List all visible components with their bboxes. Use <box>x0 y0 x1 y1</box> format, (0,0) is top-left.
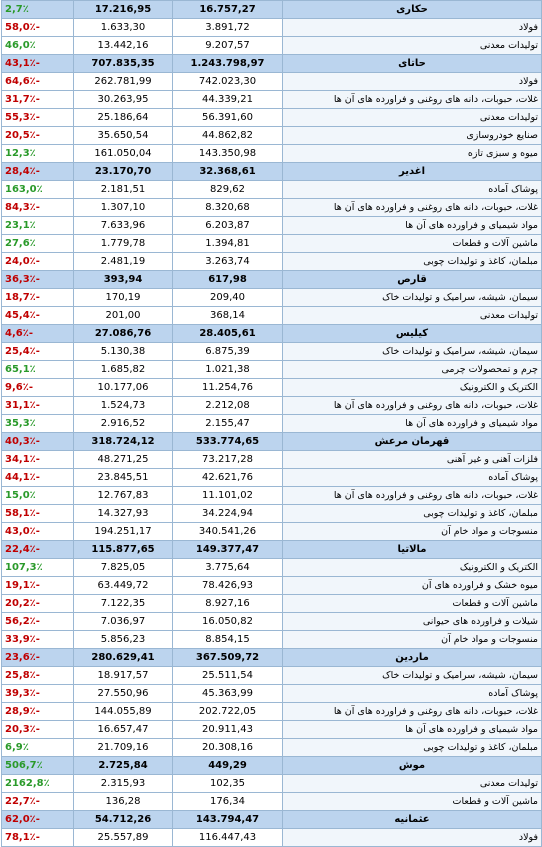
product-name-cell: میوه خشک و فراورده های آن <box>283 577 542 595</box>
product-row <box>2 19 542 37</box>
percent-change-cell: 15,0٪ <box>2 487 74 505</box>
value-1-cell: 48.271,25 <box>74 451 173 469</box>
percent-change-cell: 2162,8٪ <box>2 775 74 793</box>
percent-change-cell: 58,1٪- <box>2 505 74 523</box>
value-2-cell: 368,14 <box>173 307 283 325</box>
product-name-cell: صنایع خودروسازی <box>283 127 542 145</box>
value-2-cell: 45.363,99 <box>173 685 283 703</box>
province-name-cell: اغدیر <box>283 163 542 181</box>
value-1-cell: 14.327,93 <box>74 505 173 523</box>
province-name-cell: موش <box>283 757 542 775</box>
percent-change-cell: 64,6٪- <box>2 73 74 91</box>
percent-change-cell: 18,7٪- <box>2 289 74 307</box>
percent-change-cell: 163,0٪ <box>2 181 74 199</box>
value-1-cell: 7.633,96 <box>74 217 173 235</box>
product-row <box>2 361 542 379</box>
product-name-cell: سیمان، شیشه، سرامیک و تولیدات خاک <box>283 343 542 361</box>
product-name-cell: ماشین آلات و قطعات <box>283 235 542 253</box>
province-name-cell: مالاتیا <box>283 541 542 559</box>
province-header-row <box>2 271 542 289</box>
product-name-cell: شیلات و فراورده های حیوانی <box>283 613 542 631</box>
value-2-cell: 11.254,76 <box>173 379 283 397</box>
product-name-cell: میوه و سبزی تازه <box>283 145 542 163</box>
percent-change-cell: 84,3٪- <box>2 199 74 217</box>
percent-change-cell: 45,4٪- <box>2 307 74 325</box>
value-1-cell: 17.216,95 <box>74 1 173 19</box>
value-1-cell: 280.629,41 <box>74 649 173 667</box>
value-2-cell: 6.203,87 <box>173 217 283 235</box>
trade-table <box>1 0 542 847</box>
value-2-cell: 32.368,61 <box>173 163 283 181</box>
trade-table-body <box>2 1 542 847</box>
province-name-cell: حکاری <box>283 1 542 19</box>
percent-change-cell: 55,3٪- <box>2 109 74 127</box>
value-2-cell: 742.023,30 <box>173 73 283 91</box>
percent-change-cell: 28,9٪- <box>2 703 74 721</box>
province-name-cell: کیلیس <box>283 325 542 343</box>
product-row <box>2 505 542 523</box>
product-name-cell: پوشاک آماده <box>283 469 542 487</box>
product-name-cell: غلات، حبوبات، دانه های روغنی و فراورده های آن ها <box>283 91 542 109</box>
value-1-cell: 2.481,19 <box>74 253 173 271</box>
value-1-cell: 54.712,26 <box>74 811 173 829</box>
product-name-cell: تولیدات معدنی <box>283 307 542 325</box>
product-name-cell: مواد شیمیای و فراورده های آن ها <box>283 415 542 433</box>
value-2-cell: 20.911,43 <box>173 721 283 739</box>
product-row <box>2 523 542 541</box>
percent-change-cell: 2,7٪ <box>2 1 74 19</box>
product-name-cell: پوشاک آماده <box>283 181 542 199</box>
percent-change-cell: 62,0٪- <box>2 811 74 829</box>
product-name-cell: غلات، حبوبات، دانه های روغنی و فراورده های آن ها <box>283 397 542 415</box>
value-1-cell: 7.036,97 <box>74 613 173 631</box>
value-2-cell: 1.394,81 <box>173 235 283 253</box>
product-row <box>2 217 542 235</box>
product-row <box>2 415 542 433</box>
value-2-cell: 56.391,60 <box>173 109 283 127</box>
value-2-cell: 102,35 <box>173 775 283 793</box>
value-1-cell: 5.856,23 <box>74 631 173 649</box>
percent-change-cell: 20,5٪- <box>2 127 74 145</box>
product-row <box>2 577 542 595</box>
value-1-cell: 2.916,52 <box>74 415 173 433</box>
value-1-cell: 18.917,57 <box>74 667 173 685</box>
product-row <box>2 667 542 685</box>
percent-change-cell: 6,9٪ <box>2 739 74 757</box>
percent-change-cell: 78,1٪- <box>2 829 74 847</box>
product-row <box>2 685 542 703</box>
product-name-cell: فولاد <box>283 73 542 91</box>
value-1-cell: 194.251,17 <box>74 523 173 541</box>
value-1-cell: 1.307,10 <box>74 199 173 217</box>
value-1-cell: 144.055,89 <box>74 703 173 721</box>
percent-change-cell: 56,2٪- <box>2 613 74 631</box>
value-2-cell: 1.243.798,97 <box>173 55 283 73</box>
province-header-row <box>2 757 542 775</box>
product-row <box>2 253 542 271</box>
product-name-cell: فولاد <box>283 829 542 847</box>
value-2-cell: 25.511,54 <box>173 667 283 685</box>
province-name-cell: قارص <box>283 271 542 289</box>
value-1-cell: 12.767,83 <box>74 487 173 505</box>
value-2-cell: 42.621,76 <box>173 469 283 487</box>
product-name-cell: سیمان، شیشه، سرامیک و تولیدات خاک <box>283 289 542 307</box>
percent-change-cell: 34,1٪- <box>2 451 74 469</box>
percent-change-cell: 31,7٪- <box>2 91 74 109</box>
value-1-cell: 1.685,82 <box>74 361 173 379</box>
value-2-cell: 34.224,94 <box>173 505 283 523</box>
value-1-cell: 136,28 <box>74 793 173 811</box>
value-1-cell: 27.086,76 <box>74 325 173 343</box>
product-name-cell: تولیدات معدنی <box>283 37 542 55</box>
product-name-cell: منسوجات و مواد خام آن <box>283 523 542 541</box>
value-2-cell: 6.875,39 <box>173 343 283 361</box>
value-1-cell: 27.550,96 <box>74 685 173 703</box>
product-row <box>2 91 542 109</box>
product-name-cell: فولاد <box>283 19 542 37</box>
value-2-cell: 340.541,26 <box>173 523 283 541</box>
value-1-cell: 5.130,38 <box>74 343 173 361</box>
product-row <box>2 631 542 649</box>
value-2-cell: 3.891,72 <box>173 19 283 37</box>
value-1-cell: 35.650,54 <box>74 127 173 145</box>
value-1-cell: 21.709,16 <box>74 739 173 757</box>
percent-change-cell: 27,6٪ <box>2 235 74 253</box>
value-1-cell: 13.442,16 <box>74 37 173 55</box>
trade-table-container <box>1 0 541 847</box>
percent-change-cell: 25,4٪- <box>2 343 74 361</box>
province-header-row <box>2 1 542 19</box>
province-header-row <box>2 433 542 451</box>
product-row <box>2 235 542 253</box>
value-2-cell: 16.050,82 <box>173 613 283 631</box>
product-name-cell: تولیدات معدنی <box>283 775 542 793</box>
value-2-cell: 20.308,16 <box>173 739 283 757</box>
value-2-cell: 3.775,64 <box>173 559 283 577</box>
value-1-cell: 30.263,95 <box>74 91 173 109</box>
percent-change-cell: 506,7٪ <box>2 757 74 775</box>
province-header-row <box>2 325 542 343</box>
percent-change-cell: 35,3٪ <box>2 415 74 433</box>
value-2-cell: 143.794,47 <box>173 811 283 829</box>
value-2-cell: 2.155,47 <box>173 415 283 433</box>
product-name-cell: مواد شیمیای و فراورده های آن ها <box>283 217 542 235</box>
value-2-cell: 44.862,82 <box>173 127 283 145</box>
value-2-cell: 143.350,98 <box>173 145 283 163</box>
product-row <box>2 613 542 631</box>
value-1-cell: 1.633,30 <box>74 19 173 37</box>
value-1-cell: 16.657,47 <box>74 721 173 739</box>
value-1-cell: 1.524,73 <box>74 397 173 415</box>
province-name-cell: عثمانیه <box>283 811 542 829</box>
percent-change-cell: 24,0٪- <box>2 253 74 271</box>
percent-change-cell: 43,1٪- <box>2 55 74 73</box>
value-1-cell: 161.050,04 <box>74 145 173 163</box>
value-2-cell: 829,62 <box>173 181 283 199</box>
product-row <box>2 379 542 397</box>
value-1-cell: 2.181,51 <box>74 181 173 199</box>
value-2-cell: 533.774,65 <box>173 433 283 451</box>
product-name-cell: الکتریک و الکترونیک <box>283 559 542 577</box>
product-row <box>2 37 542 55</box>
product-name-cell: مواد شیمیای و فراورده های آن ها <box>283 721 542 739</box>
product-name-cell: ماشین آلات و قطعات <box>283 793 542 811</box>
value-2-cell: 11.101,02 <box>173 487 283 505</box>
province-header-row <box>2 541 542 559</box>
percent-change-cell: 28,4٪- <box>2 163 74 181</box>
value-1-cell: 10.177,06 <box>74 379 173 397</box>
value-1-cell: 7.825,05 <box>74 559 173 577</box>
product-row <box>2 739 542 757</box>
value-1-cell: 63.449,72 <box>74 577 173 595</box>
product-row <box>2 829 542 847</box>
value-2-cell: 8.854,15 <box>173 631 283 649</box>
value-1-cell: 25.186,64 <box>74 109 173 127</box>
value-2-cell: 16.757,27 <box>173 1 283 19</box>
value-2-cell: 78.426,93 <box>173 577 283 595</box>
product-row <box>2 307 542 325</box>
percent-change-cell: 33,9٪- <box>2 631 74 649</box>
province-header-row <box>2 163 542 181</box>
value-1-cell: 23.170,70 <box>74 163 173 181</box>
value-2-cell: 209,40 <box>173 289 283 307</box>
value-1-cell: 170,19 <box>74 289 173 307</box>
product-name-cell: مبلمان، کاغذ و تولیدات چوبی <box>283 253 542 271</box>
product-row <box>2 145 542 163</box>
value-2-cell: 449,29 <box>173 757 283 775</box>
product-name-cell: غلات، حبوبات، دانه های روغنی و فراورده های آن ها <box>283 703 542 721</box>
percent-change-cell: 31,1٪- <box>2 397 74 415</box>
product-row <box>2 595 542 613</box>
value-1-cell: 2.315,93 <box>74 775 173 793</box>
product-row <box>2 451 542 469</box>
value-1-cell: 7.122,35 <box>74 595 173 613</box>
product-name-cell: غلات، حبوبات، دانه های روغنی و فراورده های آن ها <box>283 199 542 217</box>
percent-change-cell: 58,0٪- <box>2 19 74 37</box>
percent-change-cell: 40,3٪- <box>2 433 74 451</box>
product-row <box>2 487 542 505</box>
province-name-cell: قهرمان مرعش <box>283 433 542 451</box>
percent-change-cell: 23,1٪ <box>2 217 74 235</box>
product-name-cell: تولیدات معدنی <box>283 109 542 127</box>
product-row <box>2 127 542 145</box>
province-header-row <box>2 811 542 829</box>
value-2-cell: 116.447,43 <box>173 829 283 847</box>
value-2-cell: 8.927,16 <box>173 595 283 613</box>
percent-change-cell: 46,0٪ <box>2 37 74 55</box>
product-name-cell: منسوجات و مواد خام آن <box>283 631 542 649</box>
value-2-cell: 617,98 <box>173 271 283 289</box>
province-header-row <box>2 55 542 73</box>
product-row <box>2 775 542 793</box>
product-row <box>2 199 542 217</box>
value-2-cell: 1.021,38 <box>173 361 283 379</box>
product-name-cell: فلزات آهنی و غیر آهنی <box>283 451 542 469</box>
value-1-cell: 1.779,78 <box>74 235 173 253</box>
value-2-cell: 202.722,05 <box>173 703 283 721</box>
product-name-cell: الکتریک و الکترونیک <box>283 379 542 397</box>
product-row <box>2 469 542 487</box>
product-row <box>2 73 542 91</box>
percent-change-cell: 25,8٪- <box>2 667 74 685</box>
percent-change-cell: 22,7٪- <box>2 793 74 811</box>
province-name-cell: ماردین <box>283 649 542 667</box>
product-row <box>2 721 542 739</box>
value-2-cell: 8.320,68 <box>173 199 283 217</box>
product-name-cell: پوشاک آماده <box>283 685 542 703</box>
product-name-cell: غلات، حبوبات، دانه های روغنی و فراورده های آن ها <box>283 487 542 505</box>
percent-change-cell: 9,6٪- <box>2 379 74 397</box>
product-row <box>2 397 542 415</box>
value-1-cell: 2.725,84 <box>74 757 173 775</box>
product-row <box>2 181 542 199</box>
value-1-cell: 201,00 <box>74 307 173 325</box>
percent-change-cell: 19,1٪- <box>2 577 74 595</box>
value-2-cell: 28.405,61 <box>173 325 283 343</box>
product-name-cell: مبلمان، کاغذ و تولیدات چوبی <box>283 505 542 523</box>
product-name-cell: مبلمان، کاغذ و تولیدات چوبی <box>283 739 542 757</box>
value-2-cell: 149.377,47 <box>173 541 283 559</box>
product-name-cell: ماشین آلات و قطعات <box>283 595 542 613</box>
value-2-cell: 2.212,08 <box>173 397 283 415</box>
value-1-cell: 23.845,51 <box>74 469 173 487</box>
value-2-cell: 9.207,57 <box>173 37 283 55</box>
value-2-cell: 367.509,72 <box>173 649 283 667</box>
value-1-cell: 262.781,99 <box>74 73 173 91</box>
percent-change-cell: 36,3٪- <box>2 271 74 289</box>
percent-change-cell: 20,2٪- <box>2 595 74 613</box>
percent-change-cell: 4,6٪- <box>2 325 74 343</box>
product-row <box>2 703 542 721</box>
product-row <box>2 793 542 811</box>
value-1-cell: 318.724,12 <box>74 433 173 451</box>
value-1-cell: 25.557,89 <box>74 829 173 847</box>
value-1-cell: 393,94 <box>74 271 173 289</box>
product-row <box>2 559 542 577</box>
value-2-cell: 3.263,74 <box>173 253 283 271</box>
value-1-cell: 707.835,35 <box>74 55 173 73</box>
percent-change-cell: 44,1٪- <box>2 469 74 487</box>
percent-change-cell: 12,3٪ <box>2 145 74 163</box>
product-name-cell: سیمان، شیشه، سرامیک و تولیدات خاک <box>283 667 542 685</box>
product-name-cell: چرم و تمحصولات چرمی <box>283 361 542 379</box>
province-name-cell: حاتای <box>283 55 542 73</box>
province-header-row <box>2 649 542 667</box>
percent-change-cell: 39,3٪- <box>2 685 74 703</box>
percent-change-cell: 43,0٪- <box>2 523 74 541</box>
percent-change-cell: 22,4٪- <box>2 541 74 559</box>
percent-change-cell: 65,1٪ <box>2 361 74 379</box>
value-2-cell: 176,34 <box>173 793 283 811</box>
percent-change-cell: 107,3٪ <box>2 559 74 577</box>
value-1-cell: 115.877,65 <box>74 541 173 559</box>
value-2-cell: 44.339,21 <box>173 91 283 109</box>
product-row <box>2 109 542 127</box>
product-row <box>2 343 542 361</box>
product-row <box>2 289 542 307</box>
percent-change-cell: 23,6٪- <box>2 649 74 667</box>
percent-change-cell: 20,3٪- <box>2 721 74 739</box>
value-2-cell: 73.217,28 <box>173 451 283 469</box>
